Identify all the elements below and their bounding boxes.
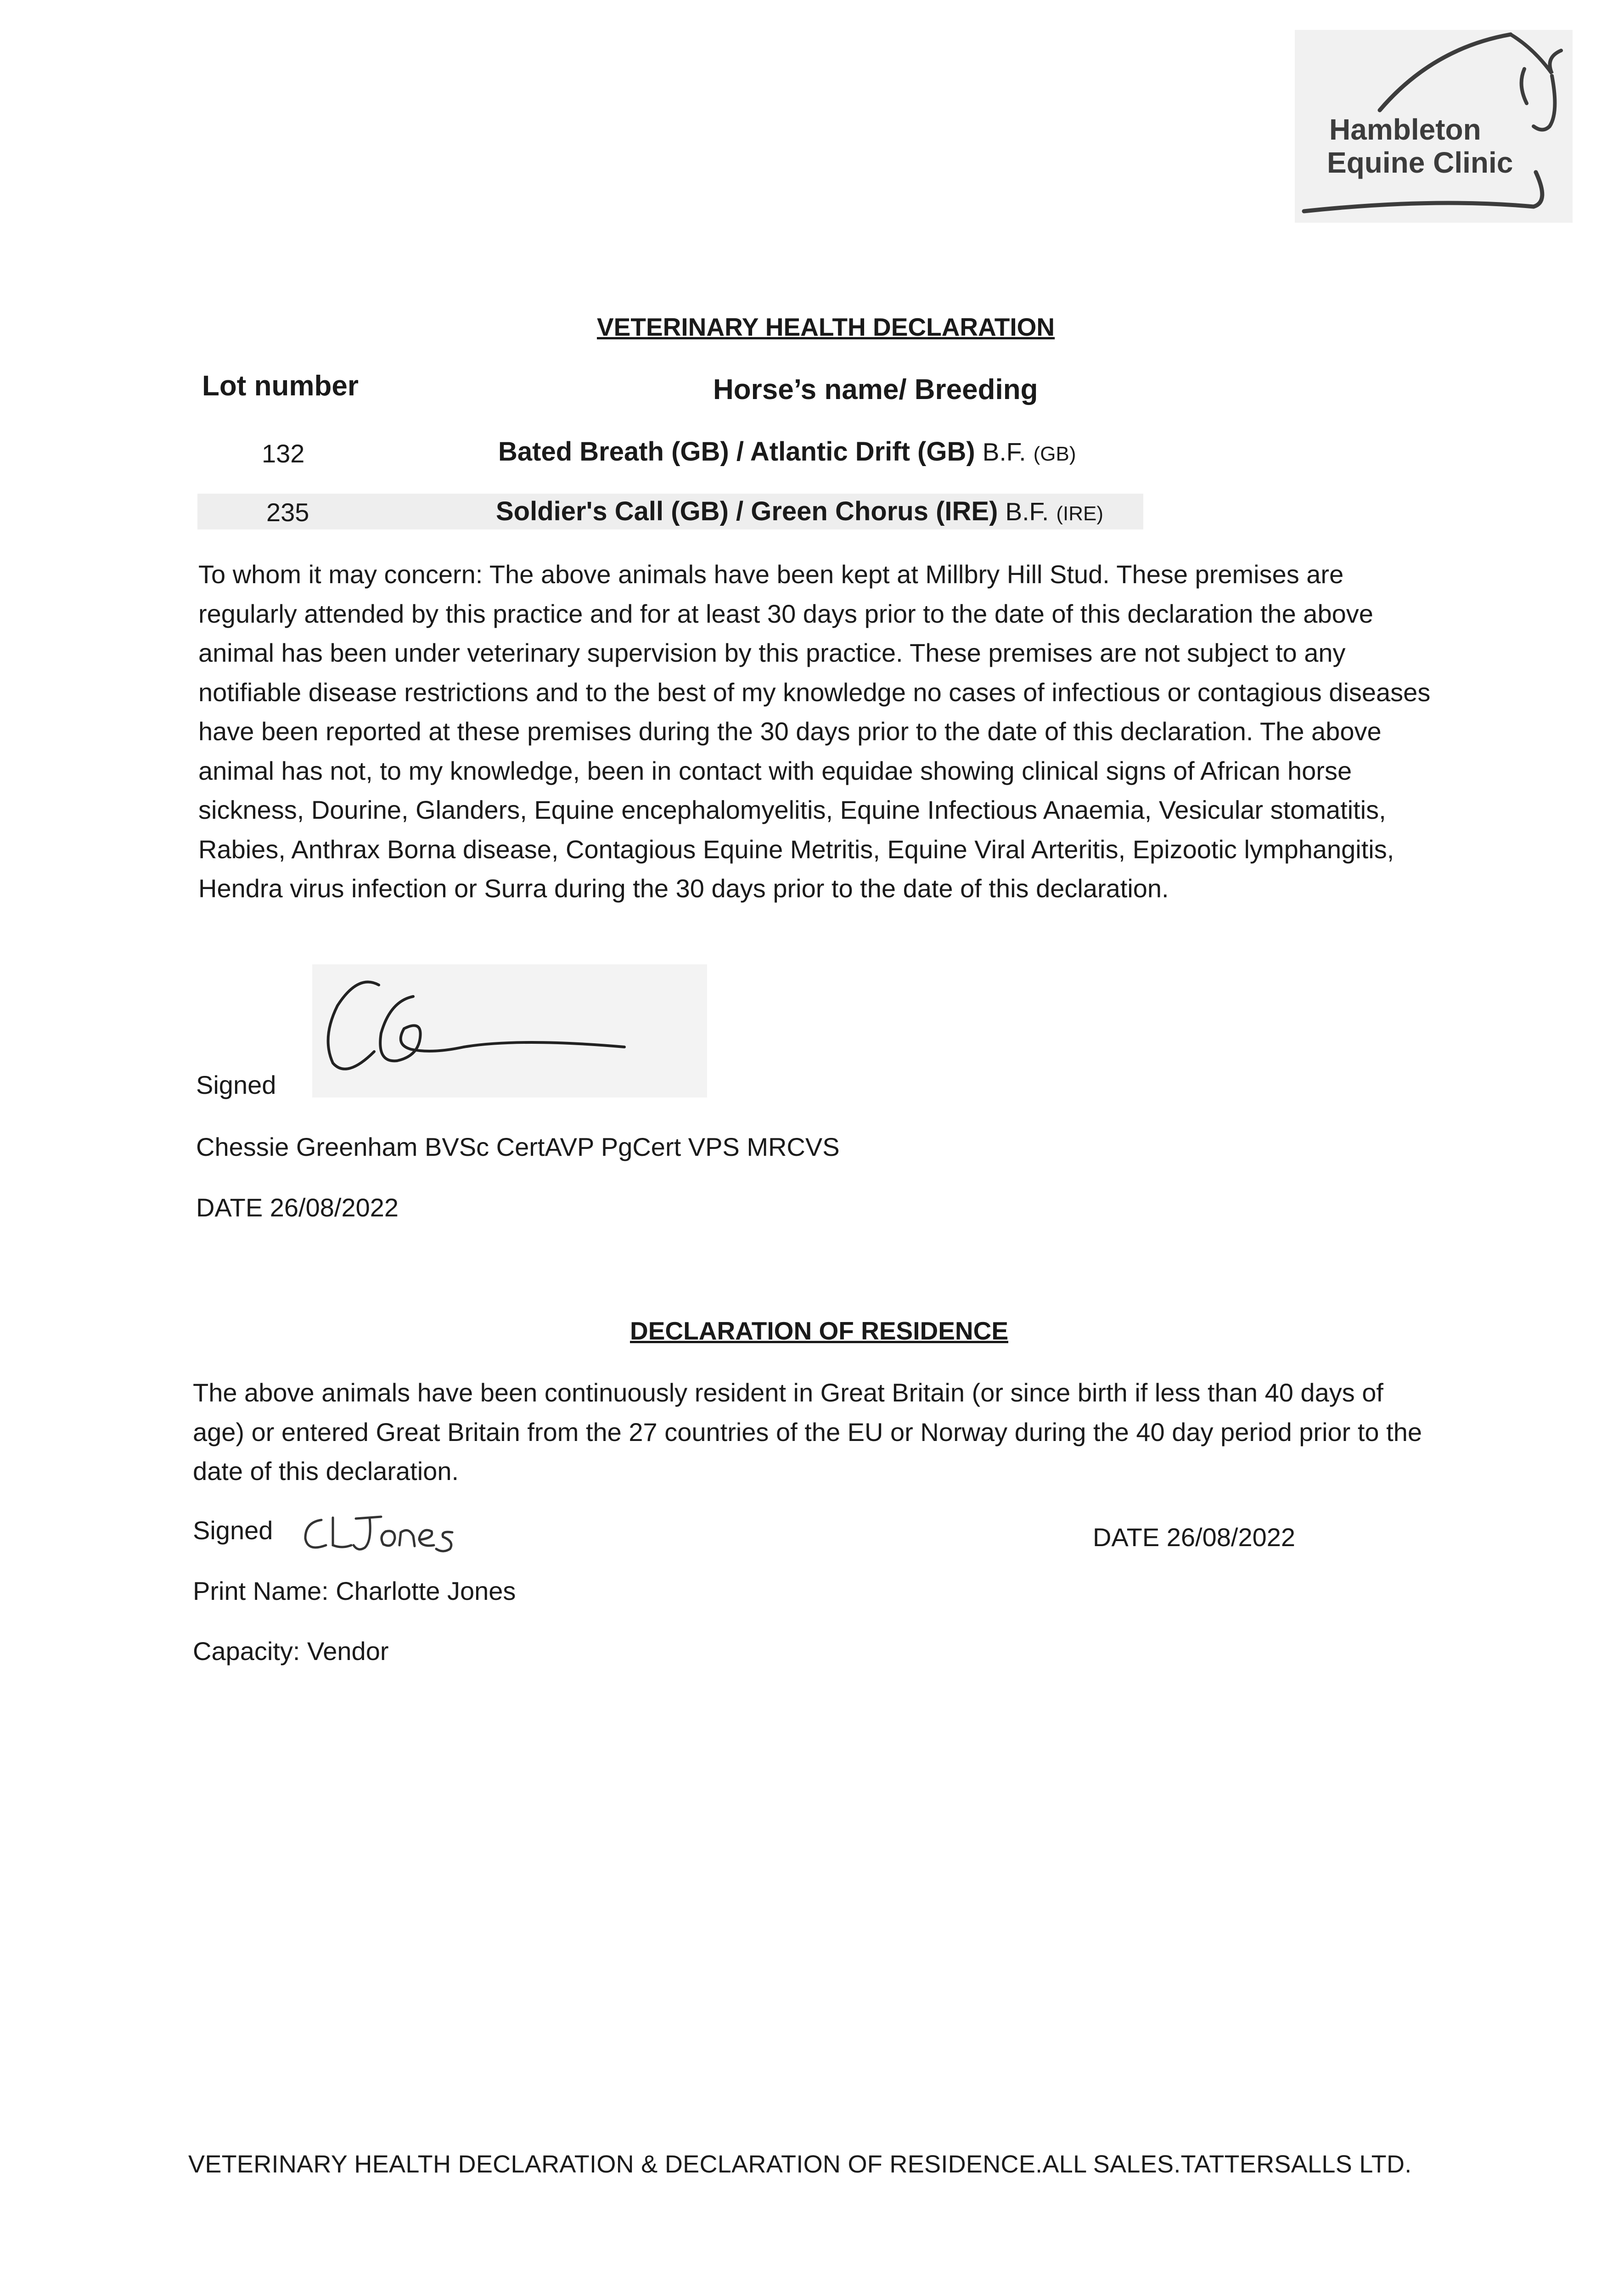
lot-number-1: 132 (262, 439, 305, 468)
clinic-logo (1295, 30, 1573, 223)
vet-signed-label: Signed (196, 1070, 276, 1099)
horse-name-2: Soldier's Call (GB) / Green Chorus (IRE) B.F. (IRE) (496, 496, 1104, 526)
lot-number-2: 235 (266, 498, 309, 527)
logo-text-line2: Equine Clinic (1327, 146, 1513, 179)
residence-date: DATE 26/08/2022 (1093, 1523, 1296, 1552)
page-footer: VETERINARY HEALTH DECLARATION & DECLARATION OF RESIDENCE.ALL SALES.TATTERSALLS LTD. (188, 2150, 1412, 2178)
logo-text-line1: Hambleton (1329, 113, 1481, 146)
vet-signatory-name: Chessie Greenham BVSc CertAVP PgCert VPS MRCVS (196, 1132, 840, 1161)
horse-name-header: Horse’s name/ Breeding (713, 374, 1038, 405)
vet-signature (312, 964, 707, 1097)
vet-signature-image (312, 964, 707, 1097)
print-name: Print Name: Charlotte Jones (193, 1576, 516, 1605)
residence-signed-label: Signed (193, 1516, 273, 1545)
horse-name-1: Bated Breath (GB) / Atlantic Drift (GB) B.F. (GB) (498, 437, 1076, 467)
residence-body: The above animals have been continuously resident in Great Britain (or since birth if less than 40 days of age) or entered Great Britain from the 27 countries of the EU or Norway during the 40 day period prior to the date of this declaration. (193, 1378, 1422, 1486)
residence-title: DECLARATION OF RESIDENCE (630, 1317, 1009, 1345)
capacity: Capacity: Vendor (193, 1637, 389, 1666)
lot-number-header: Lot number (202, 370, 359, 402)
vet-declaration-date: DATE 26/08/2022 (196, 1193, 399, 1222)
residence-signature (301, 1508, 484, 1559)
vet-declaration-title: VETERINARY HEALTH DECLARATION (597, 313, 1055, 341)
vet-declaration-body: To whom it may concern: The above animals have been kept at Millbry Hill Stud. These premises are regularly attended by this practice and for at least 30 days prior to the date of this declaration the above animal has been under veterinary supervision by this practice. These premises are not subject to any notifiable disease restrictions and to the best of my knowledge no cases of infectious or contagious diseases have been reported at these premises during the 30 days prior to the date of this declaration. The above animal has not, to my knowledge, been in contact with equidae showing clinical signs of African horse sickness, Dourine, Glanders, Equine encephalomyelitis, Equine Infectious Anaemia, Vesicular stomatitis, Rabies, Anthrax Borna disease, Contagious Equine Metritis, Equine Viral Arteritis, Epizootic lymphangitis, Hendra virus infection or Surra during the 30 days prior to the date of this declaration. (198, 560, 1431, 903)
